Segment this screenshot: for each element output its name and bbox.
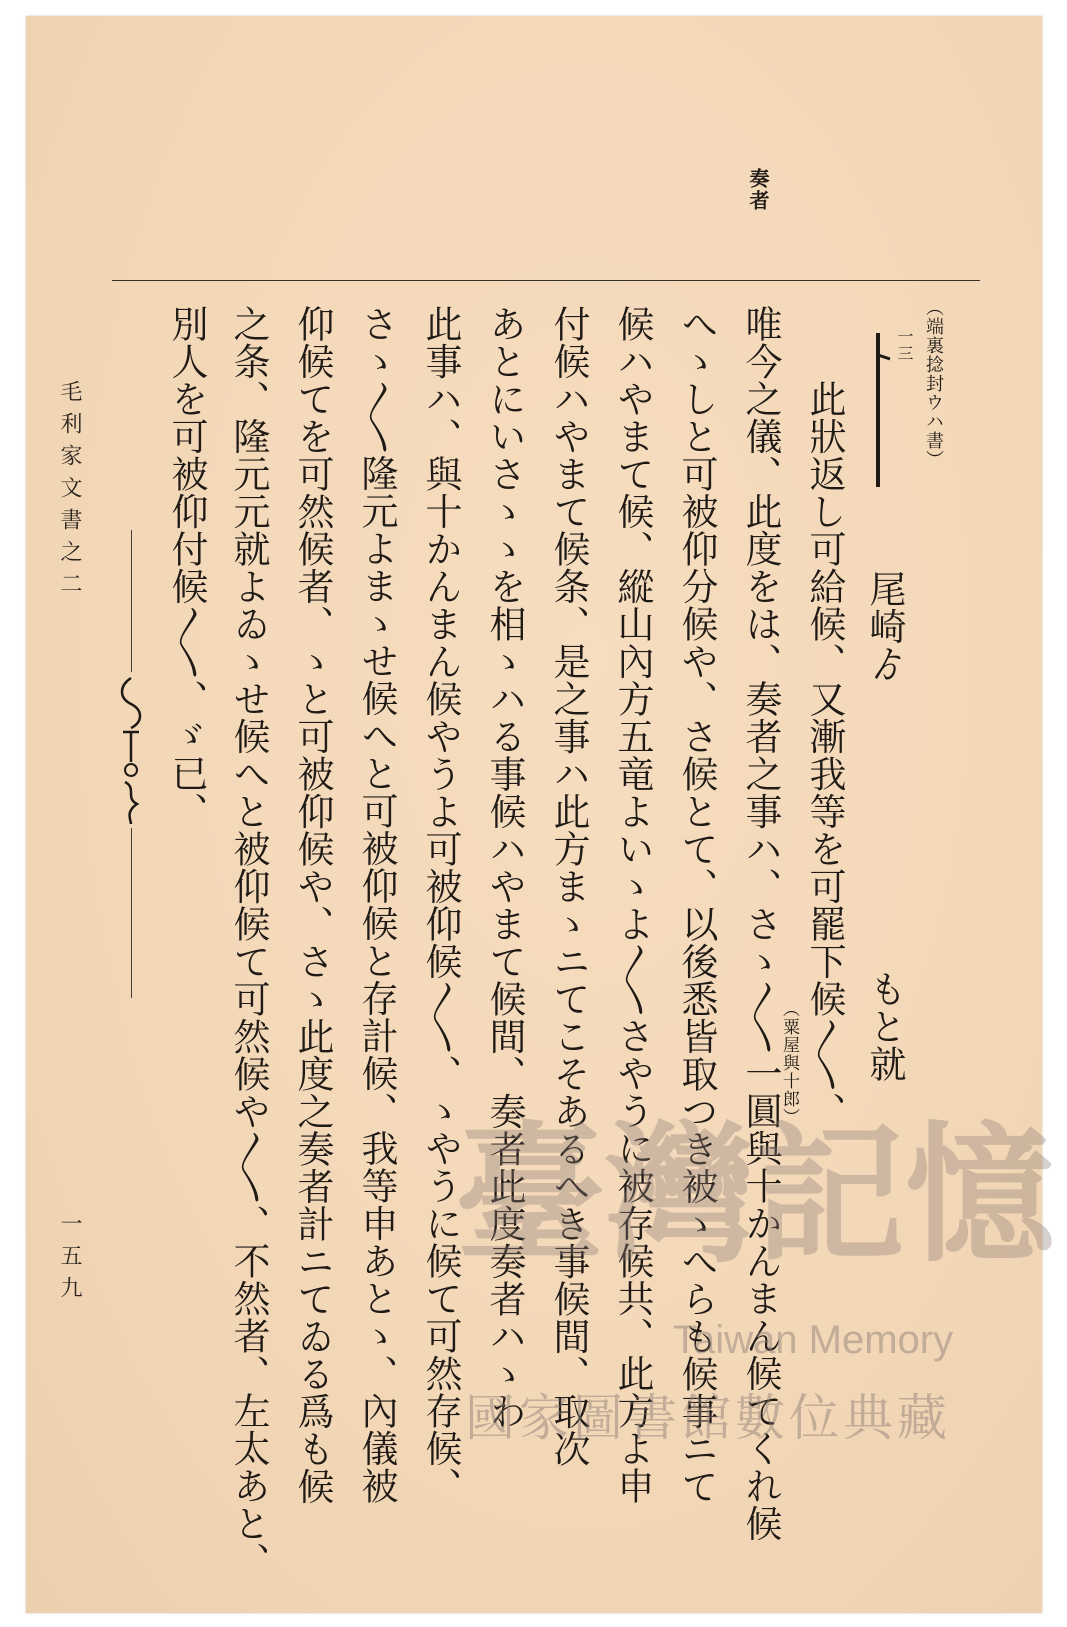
watermark-logo-text: 臺灣記憶 — [455, 1107, 1056, 1283]
annotation-small-mark: 一三 — [895, 328, 914, 362]
text-column-4: 候ハやまて候、縱山內方五竜よいゝよ〳〵さやうに被存候共、此方よ申 — [611, 305, 654, 1505]
text-column-1: 此狀返し可給候、又漸我等を可罷下候〳〵、 — [803, 380, 846, 1130]
text-column-8: さゝ〳〵隆元よまゝせ候へと可被仰候と存計候、我等申あとゝ、內儀被 — [355, 305, 398, 1505]
sender-column: 尾崎ゟ — [863, 570, 906, 683]
text-column-11: 別人を可被仰付候〳〵、ゞ已、 — [165, 305, 208, 830]
annotation-note: （端裏捻封ウハ書） — [923, 298, 944, 469]
text-column-7: 此事ハ、與十かんまん候やうよ可被仰候〳〵、ゝやうに候て可然存候、 — [419, 305, 462, 1505]
watermark-english: Taiwan Memory — [673, 1318, 954, 1362]
text-column-5: 付候ハやまて候条、是之事ハ此方まゝニてこそあるへき事候間、取次 — [547, 305, 590, 1468]
text-column-2: 唯今之儀、此度をは、奏者之事ハ、さゝ〳〵一圓與十かんまん候てくれ候 — [739, 305, 782, 1542]
signature-column: もと就 — [863, 970, 906, 1083]
page-number: 一五九 — [57, 1212, 82, 1308]
document-number-mark — [874, 325, 896, 495]
text-column-10: 之条、隆元元就よゐゝせ候へと被仰候て可然候や〳〵、不然者、左太あと、 — [227, 305, 270, 1580]
kao-monogram-seal — [111, 672, 151, 828]
header-label: 奏者 — [746, 168, 770, 212]
text-column-9: 仰候てを可然候者、ゝと可被仰候や、さゝ此度之奏者計ニてゐる爲も候 — [291, 305, 334, 1505]
text-column-6: あとにいさゝゝを相ゝハる事候ハやまて候間、奏者此度奏者ハゝわ — [483, 305, 526, 1430]
watermark-institution: 國家圖書館數位典藏 — [465, 1389, 951, 1447]
book-title: 毛利家文書之二 — [57, 380, 82, 604]
interlinear-annotation: （粟屋與十郎） — [779, 1000, 799, 1126]
header-rule — [112, 280, 980, 281]
text-column-3: へゝしと可被仰分候や、さ候とて、以後悉皆取つき被ゝへらも候事ニて — [675, 305, 718, 1505]
